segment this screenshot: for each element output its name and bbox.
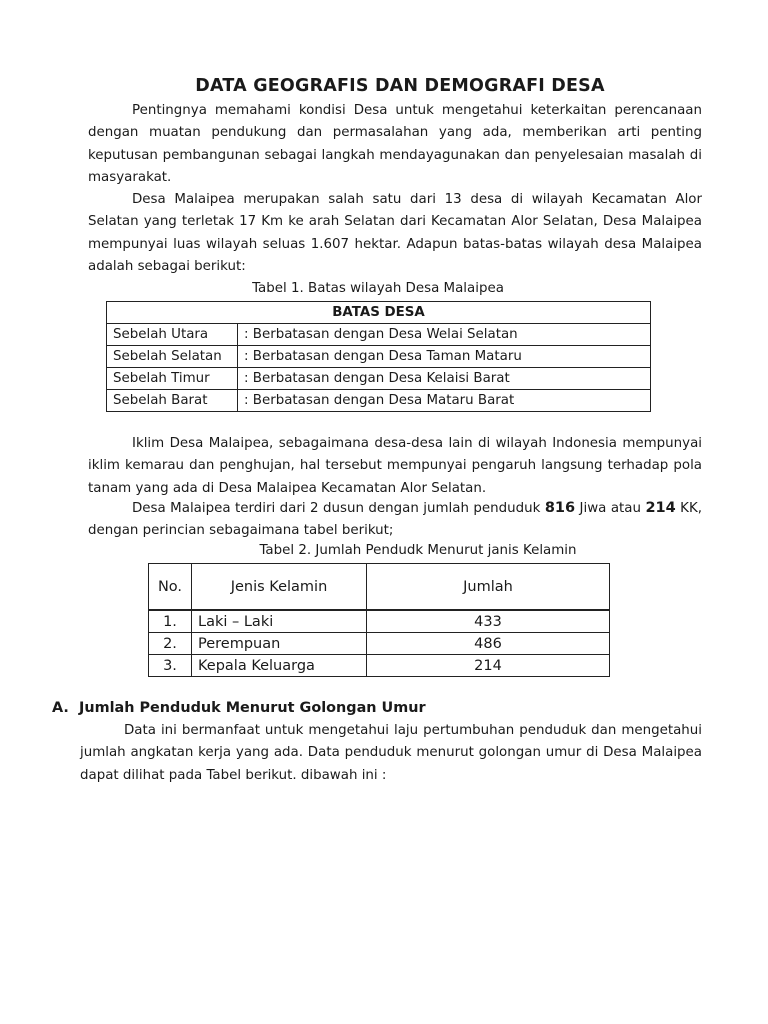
table-header-row bbox=[107, 302, 651, 324]
table-cell-side: Sebelah Selatan bbox=[107, 346, 238, 368]
table-cell-desc: : Berbatasan dengan Desa Kelaisi Barat bbox=[238, 368, 651, 390]
cell-jumlah: 433 bbox=[367, 610, 610, 633]
paragraph-3: Iklim Desa Malaipea, sebagaimana desa-desa lain di wilayah Indonesia mempunyai iklim kemarau dan penghujan, hal tersebut mempunyai pengaruh langsung terhadap pola tanam yang ada di Desa Malaipea Kecamatan Alor Selatan. bbox=[88, 436, 702, 496]
paragraph-4-text-b: Jiwa atau bbox=[575, 501, 646, 516]
table-cell-desc: : Berbatasan dengan Desa Taman Mataru bbox=[238, 346, 651, 368]
table-row bbox=[107, 324, 651, 346]
cell-jumlah: 486 bbox=[367, 633, 610, 655]
paragraph-4 bbox=[88, 497, 702, 543]
header-jenis-kelamin: Jenis Kelamin bbox=[192, 564, 367, 611]
page-title: DATA GEOGRAFIS DAN DEMOGRAFI DESA bbox=[195, 76, 605, 96]
table2-caption: Tabel 2. Jumlah Pendudk Menurut janis Kelamin bbox=[259, 543, 577, 558]
paragraph-4-text-c: KK, dengan perincian sebagaimana tabel berikut; bbox=[88, 501, 702, 539]
paragraph-1: Pentingnya memahami kondisi Desa untuk mengetahui keterkaitan perencanaan dengan muatan pendukung dan permasalahan yang ada, memberikan arti penting keputusan pembangunan sebagai langkah mendayagunakan dan penyelesaian masalah di masyarakat. bbox=[88, 103, 702, 185]
section-title: Jumlah Penduduk Menurut Golongan Umur bbox=[79, 700, 426, 716]
table-row bbox=[107, 346, 651, 368]
table-cell-side: Sebelah Utara bbox=[107, 324, 238, 346]
table-cell-desc: : Berbatasan dengan Desa Mataru Barat bbox=[238, 390, 651, 412]
section-a-paragraph: Data ini bermanfaat untuk mengetahui laju pertumbuhan penduduk dan mengetahui jumlah angkatan kerja yang ada. Data penduduk menurut golongan umur di Desa Malaipea dapat dilihat pada Tabel berikut. dibawah ini : bbox=[80, 723, 702, 783]
table-cell-desc: : Berbatasan dengan Desa Welai Selatan bbox=[238, 324, 651, 346]
table-cell-side: Sebelah Timur bbox=[107, 368, 238, 390]
header-jumlah: Jumlah bbox=[367, 564, 610, 611]
header-no: No. bbox=[149, 564, 192, 611]
paragraph-4-text-a: Desa Malaipea terdiri dari 2 dusun dengan jumlah penduduk bbox=[132, 501, 545, 516]
cell-jumlah: 214 bbox=[367, 655, 610, 677]
table1-caption: Tabel 1. Batas wilayah Desa Malaipea bbox=[252, 281, 504, 296]
population-count: 816 bbox=[544, 500, 576, 516]
cell-jenis: Perempuan bbox=[192, 633, 367, 655]
table-cell-side: Sebelah Barat bbox=[107, 390, 238, 412]
cell-no: 2. bbox=[149, 633, 192, 655]
table-header-cell: BATAS DESA bbox=[107, 302, 651, 324]
section-letter: A. bbox=[52, 700, 69, 716]
table-row bbox=[107, 390, 651, 412]
cell-jenis: Kepala Keluarga bbox=[192, 655, 367, 677]
table-row bbox=[149, 633, 610, 655]
section-a-heading bbox=[52, 700, 426, 716]
table-batas-desa bbox=[106, 301, 651, 412]
table-row bbox=[149, 655, 610, 677]
cell-jenis: Laki – Laki bbox=[192, 610, 367, 633]
cell-no: 1. bbox=[149, 610, 192, 633]
paragraph-2: Desa Malaipea merupakan salah satu dari 13 desa di wilayah Kecamatan Alor Selatan yang terletak 17 Km ke arah Selatan dari Kecamatan Alor Selatan, Desa Malaipea mempunyai luas wilayah seluas 1.607 hektar. Adapun batas-batas wilayah desa Malaipea adalah sebagai berikut: bbox=[88, 192, 702, 274]
table-row bbox=[107, 368, 651, 390]
household-count: 214 bbox=[645, 500, 676, 516]
table-row bbox=[149, 610, 610, 633]
table-header-row bbox=[149, 564, 610, 611]
table-jenis-kelamin bbox=[148, 563, 610, 677]
cell-no: 3. bbox=[149, 655, 192, 677]
